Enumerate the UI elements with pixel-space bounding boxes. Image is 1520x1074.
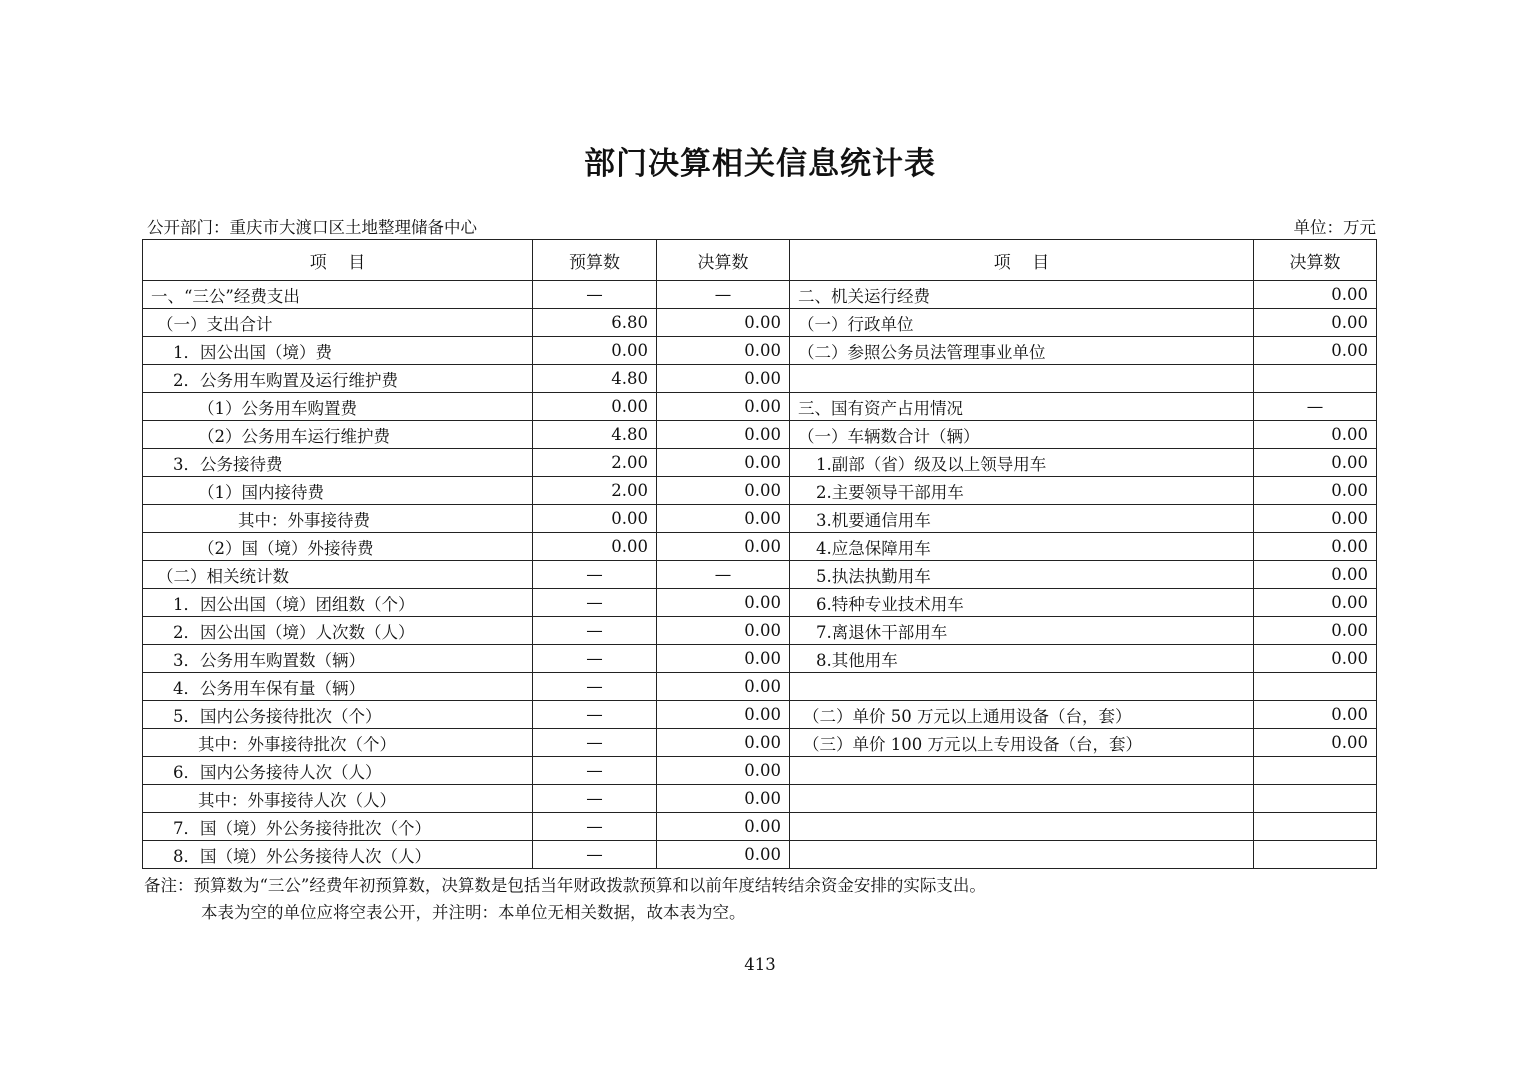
table-row bbox=[143, 813, 1377, 841]
left-item-cell: 一、“三公”经费支出 bbox=[143, 281, 533, 309]
table-row bbox=[143, 841, 1377, 869]
right-final-cell: 0.00 bbox=[1254, 449, 1377, 477]
page-number: 413 bbox=[744, 955, 776, 974]
budget-cell: 0.00 bbox=[533, 393, 657, 421]
budget-cell: — bbox=[533, 561, 657, 589]
left-item-cell: （2）国（境）外接待费 bbox=[143, 533, 533, 561]
final-cell: 0.00 bbox=[657, 729, 790, 757]
budget-cell: — bbox=[533, 729, 657, 757]
budget-cell: — bbox=[533, 645, 657, 673]
right-item-cell: 3.机要通信用车 bbox=[790, 505, 1254, 533]
table-row bbox=[143, 281, 1377, 309]
right-final-cell bbox=[1254, 757, 1377, 785]
table-header-row bbox=[143, 240, 1377, 281]
left-item-cell: 其中：外事接待人次（人） bbox=[143, 785, 533, 813]
final-cell: 0.00 bbox=[657, 421, 790, 449]
note-line-1: 备注：预算数为“三公”经费年初预算数，决算数是包括当年财政拨款预算和以前年度结转结余资金安排的实际支出。 bbox=[144, 876, 986, 895]
right-item-cell: （二）参照公务员法管理事业单位 bbox=[790, 337, 1254, 365]
left-item-cell: 6．国内公务接待人次（人） bbox=[143, 757, 533, 785]
left-item-cell: 7．国（境）外公务接待批次（个） bbox=[143, 813, 533, 841]
budget-cell: 0.00 bbox=[533, 533, 657, 561]
final-cell: 0.00 bbox=[657, 617, 790, 645]
budget-cell: 2.00 bbox=[533, 477, 657, 505]
right-final-cell: 0.00 bbox=[1254, 561, 1377, 589]
left-item-cell: 其中：外事接待费 bbox=[143, 505, 533, 533]
right-item-cell: （二）单价 50 万元以上通用设备（台，套） bbox=[790, 701, 1254, 729]
budget-cell: 4.80 bbox=[533, 365, 657, 393]
left-item-cell: 其中：外事接待批次（个） bbox=[143, 729, 533, 757]
final-cell: 0.00 bbox=[657, 813, 790, 841]
right-final-cell: 0.00 bbox=[1254, 505, 1377, 533]
table-row bbox=[143, 421, 1377, 449]
right-final-cell: 0.00 bbox=[1254, 645, 1377, 673]
left-item-cell: 1．因公出国（境）团组数（个） bbox=[143, 589, 533, 617]
right-final-cell bbox=[1254, 813, 1377, 841]
final-cell: 0.00 bbox=[657, 589, 790, 617]
final-cell: 0.00 bbox=[657, 449, 790, 477]
budget-cell: — bbox=[533, 785, 657, 813]
final-cell: 0.00 bbox=[657, 309, 790, 337]
right-item-cell: 1.副部（省）级及以上领导用车 bbox=[790, 449, 1254, 477]
final-cell: 0.00 bbox=[657, 477, 790, 505]
budget-cell: — bbox=[533, 701, 657, 729]
final-cell: 0.00 bbox=[657, 365, 790, 393]
table-row bbox=[143, 337, 1377, 365]
budget-cell: — bbox=[533, 757, 657, 785]
right-final-cell: 0.00 bbox=[1254, 729, 1377, 757]
budget-cell: — bbox=[533, 673, 657, 701]
right-item-cell: 5.执法执勤用车 bbox=[790, 561, 1254, 589]
final-cell: 0.00 bbox=[657, 505, 790, 533]
budget-cell: — bbox=[533, 617, 657, 645]
final-cell: 0.00 bbox=[657, 393, 790, 421]
final-cell: 0.00 bbox=[657, 841, 790, 869]
table-row bbox=[143, 589, 1377, 617]
right-final-cell: 0.00 bbox=[1254, 421, 1377, 449]
table-row bbox=[143, 533, 1377, 561]
left-item-cell: （1）国内接待费 bbox=[143, 477, 533, 505]
table-row bbox=[143, 701, 1377, 729]
budget-cell: — bbox=[533, 813, 657, 841]
budget-cell: 0.00 bbox=[533, 505, 657, 533]
header-final: 决算数 bbox=[657, 240, 790, 281]
table-row bbox=[143, 617, 1377, 645]
budget-cell: — bbox=[533, 281, 657, 309]
final-cell: 0.00 bbox=[657, 337, 790, 365]
table-row bbox=[143, 477, 1377, 505]
table-row bbox=[143, 505, 1377, 533]
right-item-cell: 7.离退休干部用车 bbox=[790, 617, 1254, 645]
right-final-cell: — bbox=[1254, 393, 1377, 421]
right-item-cell: （一）行政单位 bbox=[790, 309, 1254, 337]
table-row bbox=[143, 393, 1377, 421]
left-item-cell: （2）公务用车运行维护费 bbox=[143, 421, 533, 449]
table-row bbox=[143, 561, 1377, 589]
final-cell: 0.00 bbox=[657, 785, 790, 813]
right-final-cell bbox=[1254, 785, 1377, 813]
left-item-cell: 2．因公出国（境）人次数（人） bbox=[143, 617, 533, 645]
final-cell: 0.00 bbox=[657, 757, 790, 785]
right-final-cell: 0.00 bbox=[1254, 533, 1377, 561]
left-item-cell: 1．因公出国（境）费 bbox=[143, 337, 533, 365]
notes bbox=[144, 872, 986, 926]
header-budget: 预算数 bbox=[533, 240, 657, 281]
budget-cell: 6.80 bbox=[533, 309, 657, 337]
right-item-cell bbox=[790, 813, 1254, 841]
table-row bbox=[143, 645, 1377, 673]
right-item-cell: 三、国有资产占用情况 bbox=[790, 393, 1254, 421]
right-item-cell: 4.应急保障用车 bbox=[790, 533, 1254, 561]
right-item-cell: （三）单价 100 万元以上专用设备（台，套） bbox=[790, 729, 1254, 757]
right-item-cell: （一）车辆数合计（辆） bbox=[790, 421, 1254, 449]
statistics-table bbox=[142, 239, 1377, 869]
page-title: 部门决算相关信息统计表 bbox=[584, 146, 936, 182]
table-row bbox=[143, 757, 1377, 785]
right-final-cell: 0.00 bbox=[1254, 617, 1377, 645]
left-item-cell: 5．国内公务接待批次（个） bbox=[143, 701, 533, 729]
final-cell: 0.00 bbox=[657, 533, 790, 561]
left-item-cell: 2．公务用车购置及运行维护费 bbox=[143, 365, 533, 393]
right-item-cell: 6.特种专业技术用车 bbox=[790, 589, 1254, 617]
header-left-item: 项 目 bbox=[143, 240, 533, 281]
right-item-cell bbox=[790, 365, 1254, 393]
left-item-cell: 3．公务用车购置数（辆） bbox=[143, 645, 533, 673]
table-row bbox=[143, 673, 1377, 701]
right-final-cell bbox=[1254, 365, 1377, 393]
budget-cell: — bbox=[533, 589, 657, 617]
budget-cell: 2.00 bbox=[533, 449, 657, 477]
final-cell: 0.00 bbox=[657, 701, 790, 729]
left-item-cell: 3．公务接待费 bbox=[143, 449, 533, 477]
note-line-2: 本表为空的单位应将空表公开，并注明：本单位无相关数据，故本表为空。 bbox=[201, 903, 746, 922]
left-item-cell: （二）相关统计数 bbox=[143, 561, 533, 589]
right-final-cell: 0.00 bbox=[1254, 589, 1377, 617]
right-final-cell bbox=[1254, 673, 1377, 701]
budget-cell: 0.00 bbox=[533, 337, 657, 365]
header-right-item: 项 目 bbox=[790, 240, 1254, 281]
final-cell: 0.00 bbox=[657, 645, 790, 673]
right-final-cell: 0.00 bbox=[1254, 309, 1377, 337]
right-item-cell: 8.其他用车 bbox=[790, 645, 1254, 673]
right-final-cell: 0.00 bbox=[1254, 701, 1377, 729]
table-row bbox=[143, 309, 1377, 337]
table-row bbox=[143, 785, 1377, 813]
right-item-cell: 2.主要领导干部用车 bbox=[790, 477, 1254, 505]
right-final-cell: 0.00 bbox=[1254, 477, 1377, 505]
department-label: 公开部门：重庆市大渡口区土地整理储备中心 bbox=[147, 218, 477, 237]
right-item-cell bbox=[790, 673, 1254, 701]
right-final-cell: 0.00 bbox=[1254, 337, 1377, 365]
right-final-cell bbox=[1254, 841, 1377, 869]
left-item-cell: （一）支出合计 bbox=[143, 309, 533, 337]
final-cell: — bbox=[657, 281, 790, 309]
right-item-cell bbox=[790, 785, 1254, 813]
left-item-cell: 4．公务用车保有量（辆） bbox=[143, 673, 533, 701]
final-cell: 0.00 bbox=[657, 673, 790, 701]
table-row bbox=[143, 449, 1377, 477]
unit-label: 单位：万元 bbox=[1293, 218, 1376, 237]
budget-cell: 4.80 bbox=[533, 421, 657, 449]
header-right-final: 决算数 bbox=[1254, 240, 1377, 281]
left-item-cell: （1）公务用车购置费 bbox=[143, 393, 533, 421]
right-item-cell bbox=[790, 757, 1254, 785]
left-item-cell: 8．国（境）外公务接待人次（人） bbox=[143, 841, 533, 869]
table-row bbox=[143, 365, 1377, 393]
right-final-cell: 0.00 bbox=[1254, 281, 1377, 309]
right-item-cell bbox=[790, 841, 1254, 869]
right-item-cell: 二、机关运行经费 bbox=[790, 281, 1254, 309]
budget-cell: — bbox=[533, 841, 657, 869]
table-row bbox=[143, 729, 1377, 757]
final-cell: — bbox=[657, 561, 790, 589]
